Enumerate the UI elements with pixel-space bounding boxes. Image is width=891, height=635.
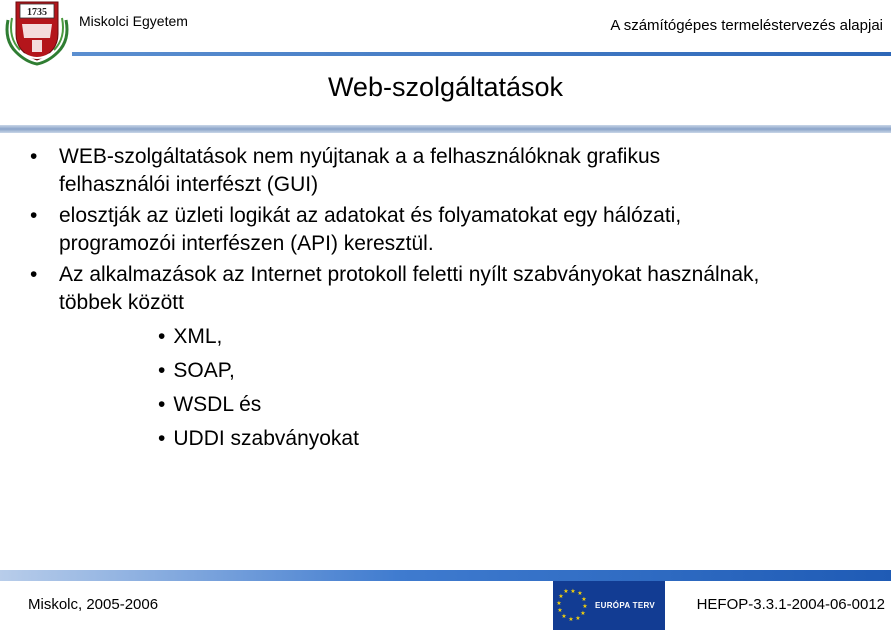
sub-bullet-item <box>158 357 235 385</box>
svg-text:★: ★ <box>570 588 576 595</box>
bullet-text-line: elosztják az üzleti logikát az adatokat és folyamatokat egy hálózati, <box>59 204 682 227</box>
bullet-marker: • <box>30 263 38 286</box>
svg-text:★: ★ <box>575 615 581 622</box>
svg-text:★: ★ <box>558 593 564 600</box>
eu-stars-icon <box>553 581 593 630</box>
title-divider <box>0 125 891 133</box>
bullet-marker: • <box>158 325 166 348</box>
svg-text:★: ★ <box>580 610 586 617</box>
sub-bullet-item <box>158 425 359 453</box>
sub-bullet-item <box>158 391 261 419</box>
svg-text:★: ★ <box>563 588 569 595</box>
bullet-item <box>30 202 880 258</box>
sub-bullet-item <box>158 323 222 351</box>
svg-text:★: ★ <box>581 596 587 603</box>
header-divider <box>72 52 891 56</box>
europa-terv-text: EURÓPA TERV <box>595 601 656 610</box>
svg-text:★: ★ <box>556 600 562 607</box>
bullet-text-line: programozói interfészen (API) keresztül. <box>59 232 434 255</box>
svg-text:★: ★ <box>557 607 563 614</box>
bullet-item <box>30 143 880 199</box>
bullet-text-line: többek között <box>59 291 184 314</box>
svg-text:★: ★ <box>582 603 588 610</box>
footer-location-date: Miskolc, 2005-2006 <box>28 596 159 613</box>
slide-title: Web-szolgáltatások <box>327 72 564 102</box>
europa-terv-logo <box>553 581 665 630</box>
bullet-item <box>30 261 880 317</box>
bullet-text-line: felhasználói interfészt (GUI) <box>59 173 319 196</box>
svg-text:★: ★ <box>568 616 574 623</box>
footer-divider <box>0 570 891 581</box>
bullet-text-line: WEB-szolgáltatások nem nyújtanak a a felhasználóknak grafikus <box>59 145 661 168</box>
crest-year: 1735 <box>27 7 47 18</box>
bullet-list <box>30 143 880 320</box>
sub-bullet-text: XML, <box>173 325 223 348</box>
university-name: Miskolci Egyetem <box>79 13 188 29</box>
bullet-marker: • <box>158 427 166 450</box>
bullet-marker: • <box>30 145 38 168</box>
svg-text:★: ★ <box>561 613 567 620</box>
course-title: A számítógépes termeléstervezés alapjai <box>610 17 883 34</box>
sub-bullet-text: SOAP, <box>173 359 235 382</box>
university-crest-logo <box>2 0 72 66</box>
bullet-marker: • <box>158 393 166 416</box>
bullet-marker: • <box>158 359 166 382</box>
svg-text:★: ★ <box>577 590 583 597</box>
bullet-marker: • <box>30 204 38 227</box>
project-code: HEFOP-3.3.1-2004-06-0012 <box>696 596 885 613</box>
sub-bullet-text: UDDI szabványokat <box>173 427 359 450</box>
sub-bullet-text: WSDL és <box>173 393 262 416</box>
bullet-text-line: Az alkalmazások az Internet protokoll feletti nyílt szabványokat használnak, <box>59 263 760 286</box>
